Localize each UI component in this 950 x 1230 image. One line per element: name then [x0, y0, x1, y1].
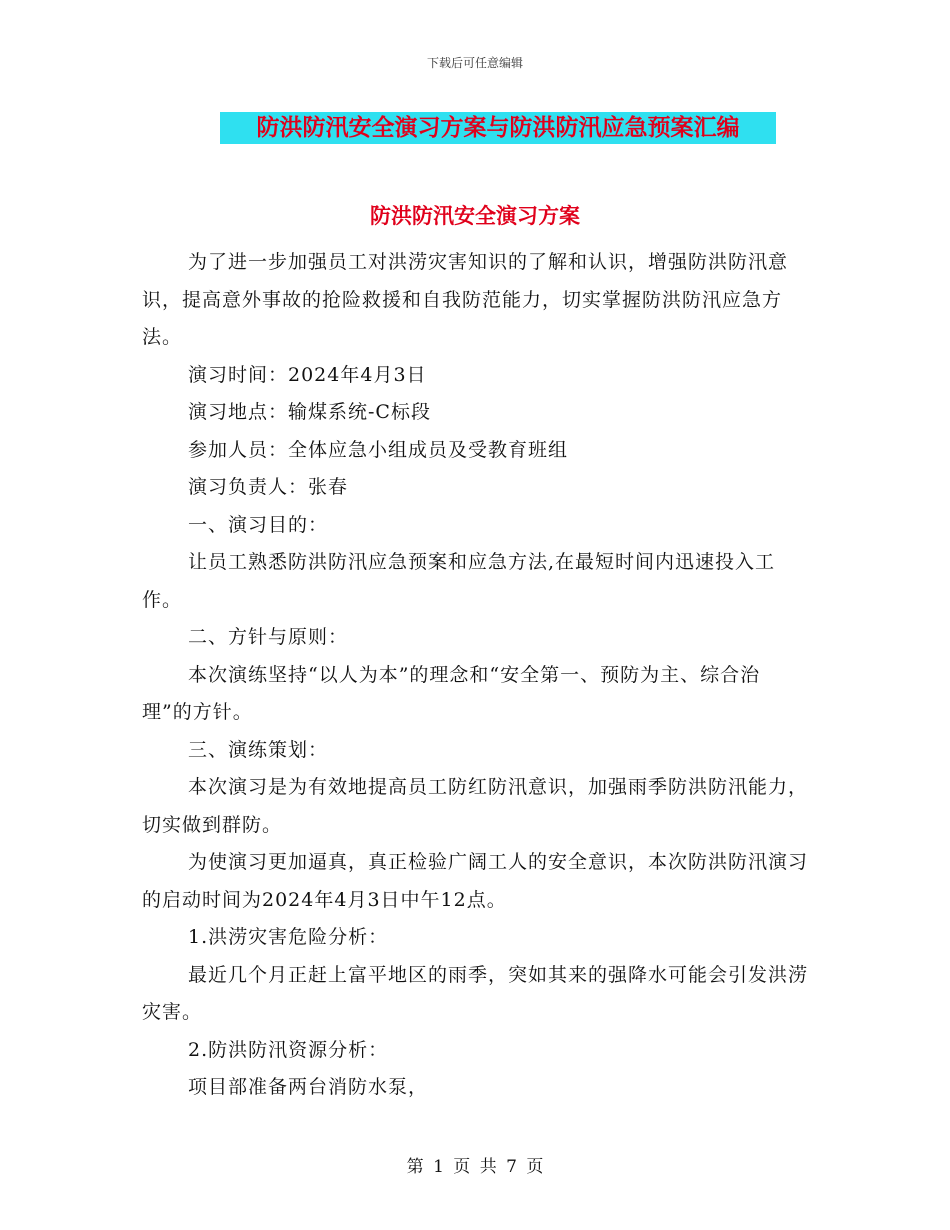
resources-paragraph: 项目部准备两台消防水泵，: [188, 1076, 429, 1098]
drill-location: 演习地点：输煤系统-C标段: [188, 401, 431, 423]
drill-time: 演习时间：2024年4月3日: [188, 363, 427, 386]
main-title: 防洪防汛安全演习方案与防洪防汛应急预案汇编: [256, 115, 740, 141]
section-heading-planning: 三、演练策划：: [188, 738, 329, 761]
participants: 参加人员：全体应急小组成员及受教育班组: [188, 438, 569, 461]
section-title: 防洪防汛安全演习方案: [370, 204, 580, 228]
planning-paragraph-1: 本次演习是为有效地提高员工防红防汛意识，加强雨季防洪防汛能力，切实做到群防。: [142, 776, 809, 836]
purpose-paragraph: 让员工熟悉防洪防汛应急预案和应急方法,在最短时间内迅速投入工作。: [142, 551, 776, 611]
subheading-resources: 2.防洪防汛资源分析：: [188, 1038, 389, 1061]
intro-paragraph: 为了进一步加强员工对洪涝灾害知识的了解和认识，增强防洪防汛意识，提高意外事故的抢险救援和自我防范能力，切实掌握防洪防汛应急方法。: [142, 251, 789, 348]
planning-paragraph-2: 为使演习更加逼真，真正检验广阔工人的安全意识，本次防洪防汛演习的启动时间为2024年4月3日中午12点。: [142, 851, 809, 911]
document-body: [142, 244, 808, 1107]
section-heading-purpose: 一、演习目的：: [188, 513, 329, 536]
page-footer: 第 1 页 共 7 页: [406, 1157, 544, 1177]
main-title-highlight: [220, 112, 776, 144]
flood-risk-paragraph: 最近几个月正赶上富平地区的雨季，突如其来的强降水可能会引发洪涝灾害。: [142, 963, 809, 1023]
principles-paragraph: 本次演练坚持“以人为本”的理念和“安全第一、预防为主、综合治理”的方针。: [142, 663, 761, 723]
header-note: 下载后可任意编辑: [426, 56, 523, 70]
drill-leader: 演习负责人：张春: [188, 476, 349, 498]
section-heading-principles: 二、方针与原则：: [188, 626, 349, 648]
subheading-flood-risk: 1.洪涝灾害危险分析：: [188, 926, 389, 948]
